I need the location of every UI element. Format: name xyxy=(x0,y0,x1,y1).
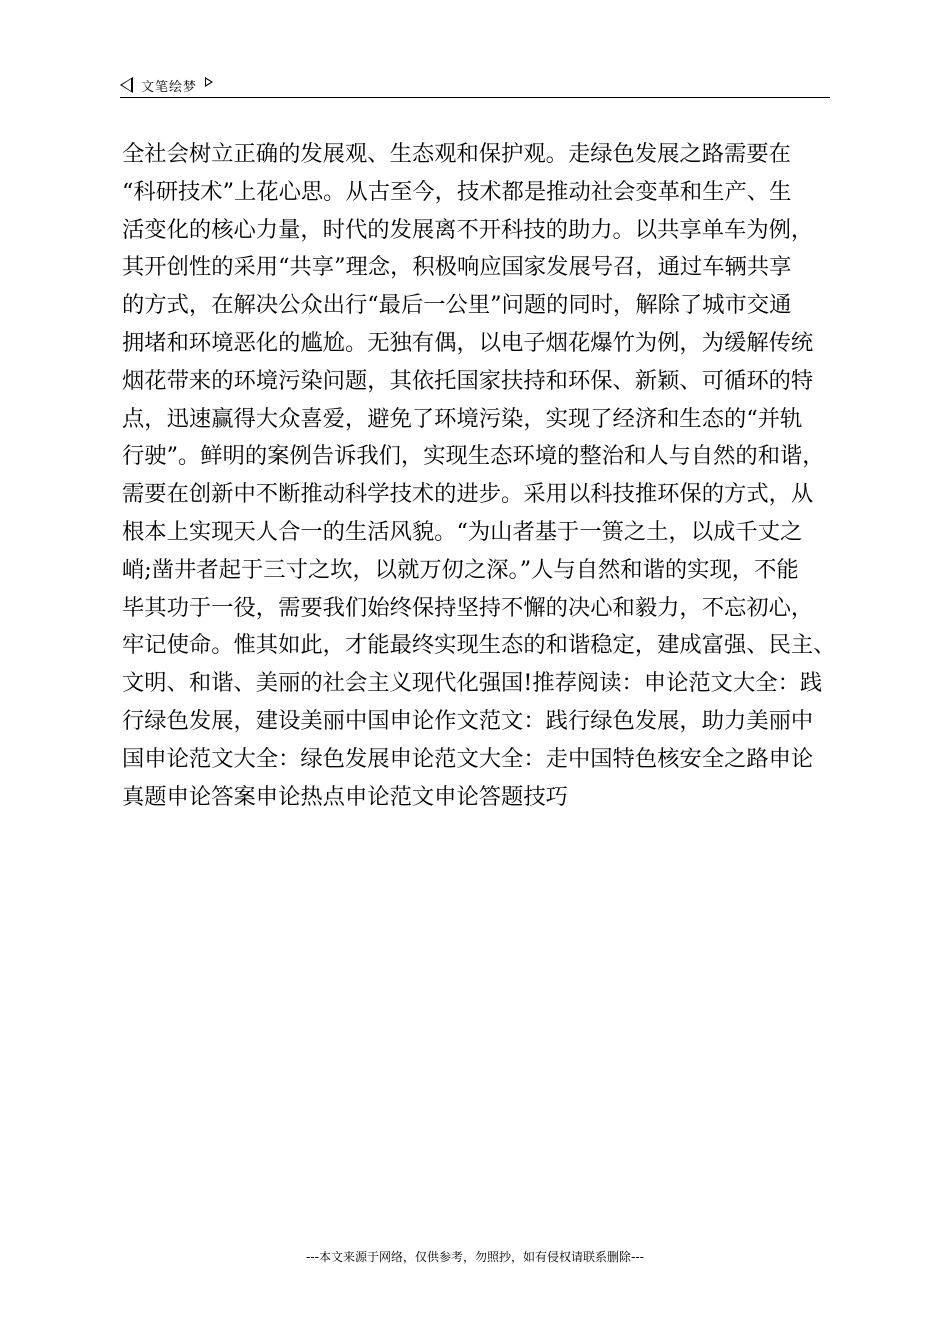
document-body xyxy=(122,136,838,816)
header-divider xyxy=(120,97,830,98)
text-line: 文明、和谐、美丽的社会主义现代化强国!推荐阅读：申论范文大全：践 xyxy=(122,670,823,697)
text-line: 活变化的核心力量，时代的发展离不开科技的助力。以共享单车为例， xyxy=(122,216,814,243)
header-brand: 文笔绘梦 xyxy=(141,79,198,95)
text-line: 国申论范文大全：绿色发展申论范文大全：走中国特色核安全之路申论 xyxy=(122,745,814,772)
text-line: 点，迅速赢得大众喜爱，避免了环境污染，实现了经济和生态的“并轨 xyxy=(122,405,803,432)
triangle-left-icon xyxy=(120,77,133,93)
text-line: 行绿色发展，建设美丽中国申论作文范文：践行绿色发展，助力美丽中 xyxy=(122,707,814,734)
text-line: 真题申论答案申论热点申论范文申论答题技巧 xyxy=(122,783,568,810)
text-line: 的方式，在解决公众出行“最后一公里”问题的同时，解除了城市交通 xyxy=(122,292,792,319)
text-line: 行驶”。鲜明的案例告诉我们，实现生态环境的整治和人与自然的和谐， xyxy=(122,443,825,470)
text-line: 需要在创新中不断推动科学技术的进步。采用以科技推环保的方式，从 xyxy=(122,481,814,508)
text-line: 毕其功于一役，需要我们始终保持坚持不懈的决心和毅力，不忘初心， xyxy=(122,594,814,621)
text-line: 峭;凿井者起于三寸之坎，以就万仞之深。”人与自然和谐的实现，不能 xyxy=(122,556,799,583)
text-line: 拥堵和环境恶化的尴尬。无独有偶，以电子烟花爆竹为例，为缓解传统 xyxy=(122,329,814,356)
page-header xyxy=(120,74,830,96)
footer-notice: ---本文来源于网络，仅供参考，勿照抄，如有侵权请联系删除--- xyxy=(306,1250,644,1264)
text-line: 其开创性的采用“共享”理念，积极响应国家发展号召，通过车辆共享 xyxy=(122,254,792,281)
triangle-right-icon xyxy=(205,77,213,87)
text-line: “科研技术”上花心思。从古至今，技术都是推动社会变革和生产、生 xyxy=(122,178,792,205)
text-line: 根本上实现天人合一的生活风貌。“为山者基于一篑之土，以成千丈之 xyxy=(122,518,803,545)
text-line: 烟花带来的环境污染问题，其依托国家扶持和环保、新颖、可循环的特 xyxy=(122,367,814,394)
text-line: 全社会树立正确的发展观、生态观和保护观。走绿色发展之路需要在 xyxy=(122,141,791,167)
text-line: 牢记使命。惟其如此，才能最终实现生态的和谐稳定，建成富强、民主、 xyxy=(122,632,836,659)
